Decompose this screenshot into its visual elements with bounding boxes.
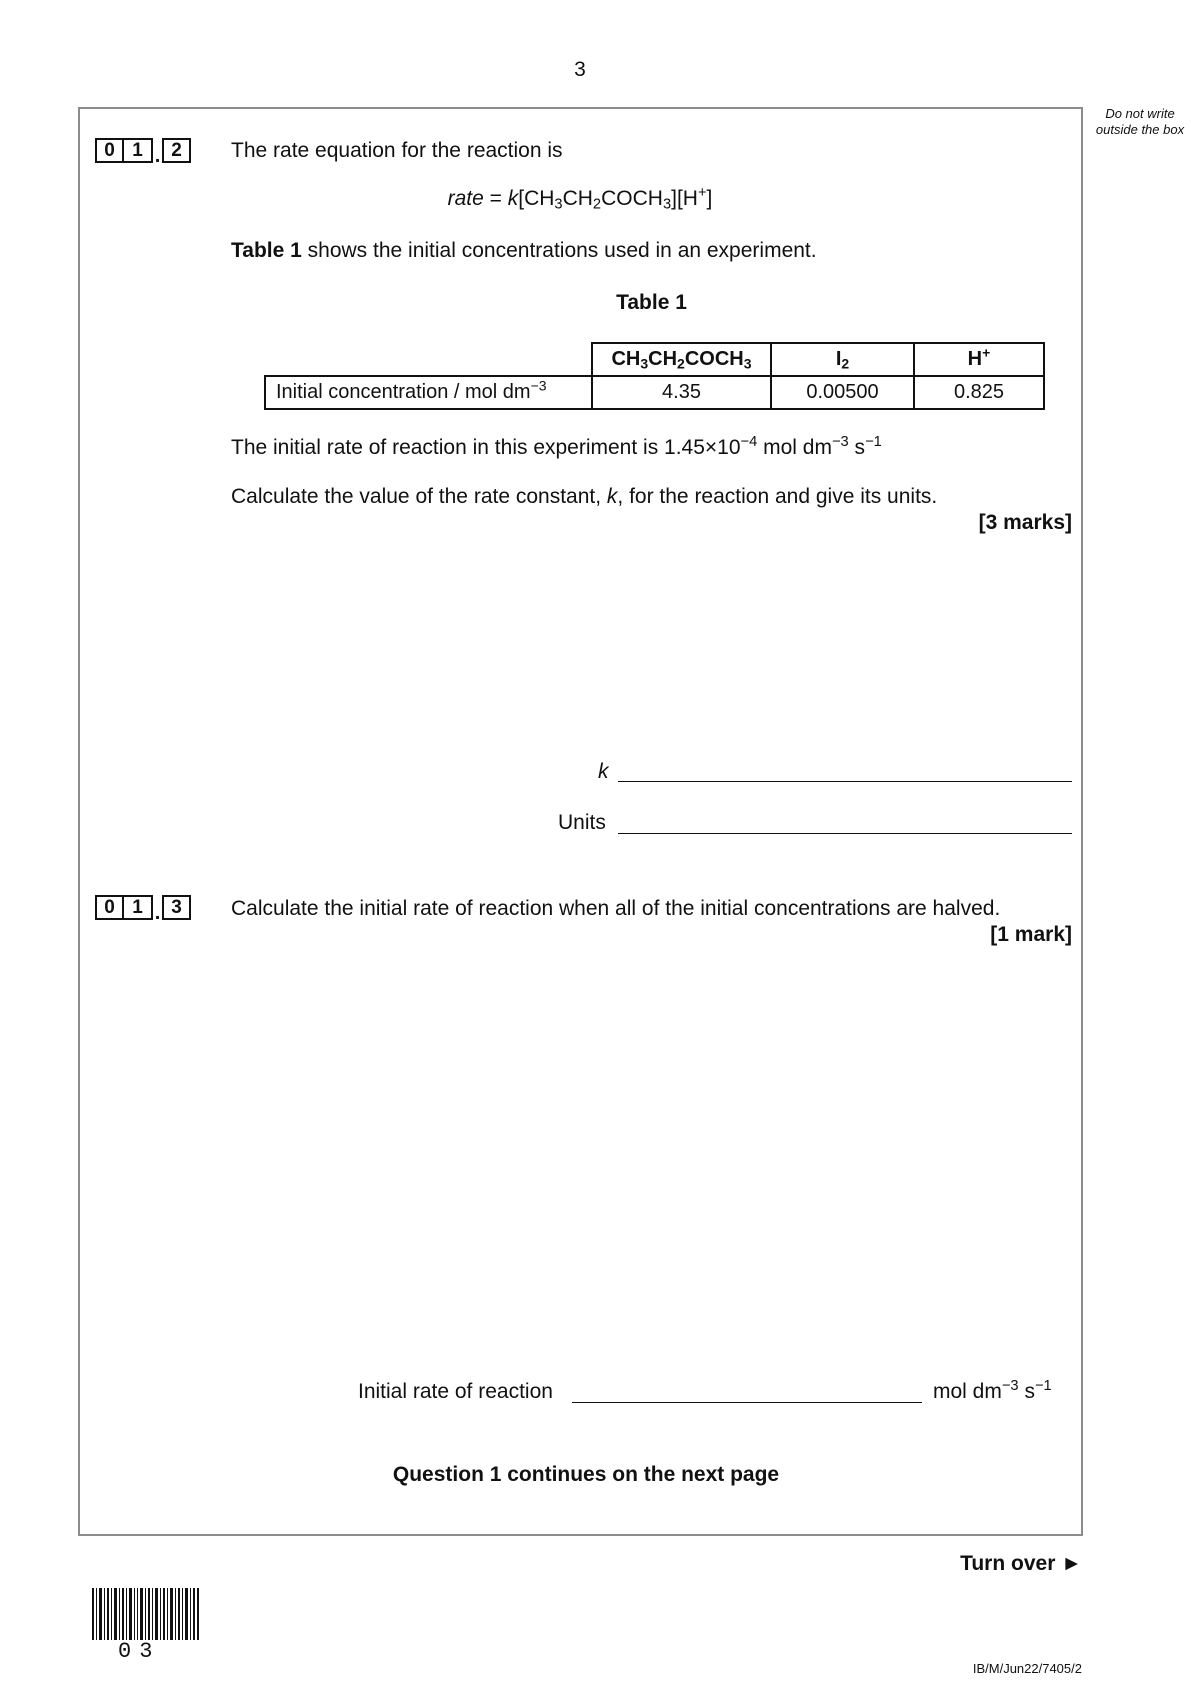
eq-part: CH [562, 187, 593, 210]
eq-sub: 3 [554, 196, 563, 213]
eq-rate: rate [447, 187, 484, 210]
table-ref-rest: shows the initial concentrations used in an experiment. [301, 239, 817, 262]
question-number-01-3 [95, 895, 191, 924]
header-iodine: $I_2$ [771, 343, 914, 376]
concentration-table [264, 342, 1045, 410]
table-row [265, 376, 1044, 409]
rate-equation [0, 184, 1160, 213]
units-answer-label: Units [558, 811, 606, 834]
table-title: Table 1 [616, 291, 687, 314]
table-blank-cell [265, 343, 592, 376]
eq-sub: 2 [592, 196, 602, 213]
value-iodine: 0.00500 [771, 376, 914, 409]
rate-answer-label: Initial rate of reaction [358, 1380, 553, 1403]
q1-3-text: Calculate the initial rate of reaction when all of the initial concentrations are halved. [231, 897, 1001, 920]
header-hplus: H+ [914, 343, 1044, 376]
table-header-row [265, 343, 1044, 376]
eq-equals: = [483, 187, 508, 210]
eq-part: COCH [601, 187, 663, 210]
q1-2-marks: [3 marks] [978, 511, 1072, 534]
k-answer-line[interactable] [618, 781, 1072, 782]
rate-answer-line[interactable] [572, 1402, 922, 1403]
question-digit: 1 [124, 138, 153, 163]
value-hplus: 0.825 [914, 376, 1044, 409]
barcode [92, 1588, 200, 1640]
rate-answer-unit: mol $dm^{-3}$ $s^{-1}$ [933, 1377, 1052, 1403]
k-answer-label: k [598, 760, 609, 783]
turn-over: Turn over ► [960, 1552, 1082, 1575]
eq-part: ][H [671, 187, 698, 210]
margin-note: Do not write outside the box [1095, 106, 1185, 137]
question-digit: 2 [162, 138, 191, 163]
q1-2-instruction: Calculate the value of the rate constant, k, for the reaction and give its units. [231, 485, 938, 508]
continues-note: Question 1 continues on the next page [392, 1463, 780, 1486]
q1-3-marks: [1 mark] [990, 923, 1072, 946]
units-answer-line[interactable] [618, 833, 1072, 834]
page-number: 3 [574, 58, 586, 81]
eq-k: k [507, 187, 519, 210]
table-ref-bold: Table 1 [231, 239, 302, 262]
eq-sup: + [697, 184, 707, 201]
eq-part: ] [706, 187, 713, 210]
question-digit: 1 [124, 895, 153, 920]
value-ketone: 4.35 [592, 376, 771, 409]
header-ketone: $CH_3CH_2COCH_3$ [592, 343, 771, 376]
question-dot: . [154, 145, 161, 167]
question-digit: 0 [95, 138, 124, 163]
question-number-01-2 [95, 138, 191, 167]
q1-2-intro: The rate equation for the reaction is [231, 139, 563, 162]
table-reference [231, 239, 817, 263]
question-digit: 0 [95, 895, 124, 920]
initial-rate-statement: The initial rate of reaction in this experiment is $1.45\times 10^{-4}$ mol $dm^{-3}$ $s^{-1}$ [231, 433, 882, 459]
row-label: Initial concentration / mol $dm^{-3}$ [265, 376, 592, 409]
question-digit: 3 [162, 895, 191, 920]
eq-part: [CH [518, 187, 555, 210]
footer-code: IB/M/Jun22/7405/2 [972, 1661, 1082, 1676]
question-dot: . [154, 902, 161, 924]
barcode-digits: 03 [118, 1639, 161, 1664]
eq-sub: 3 [662, 196, 672, 213]
